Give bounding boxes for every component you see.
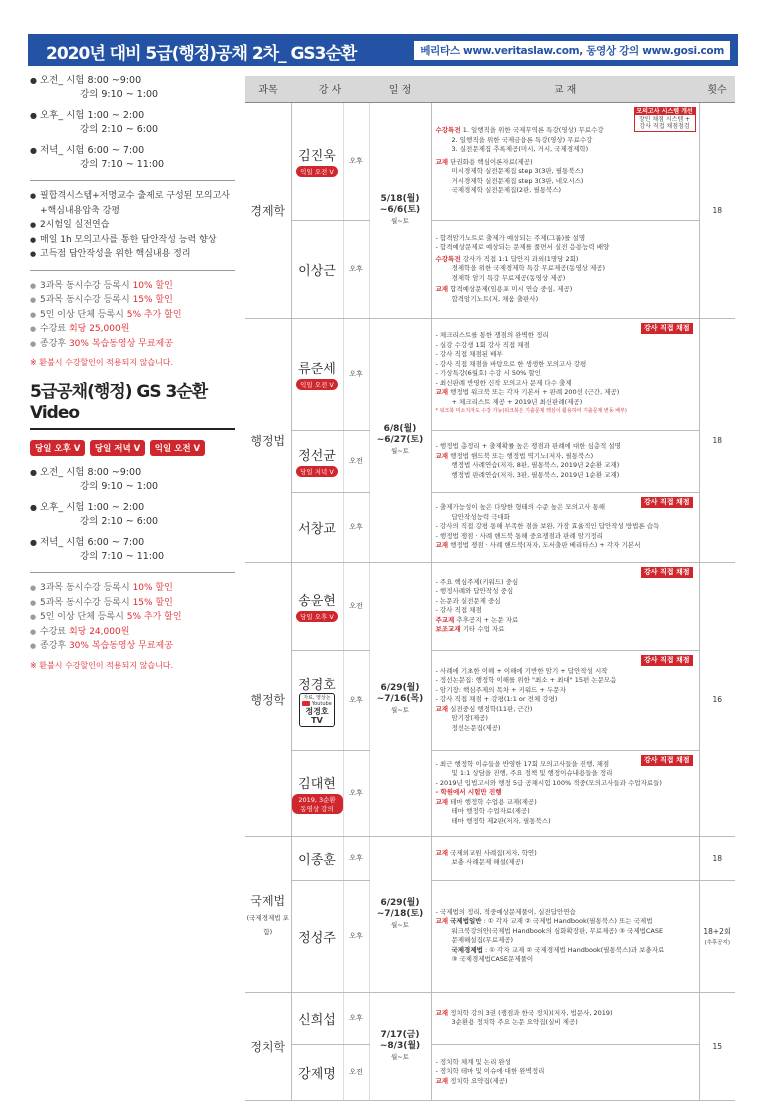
teacher-cell: 이종훈 — [291, 836, 343, 880]
material-cell: 강사 직접 채점 - 체크리스트를 통한 쟁점의 완벽한 정리 - 실강 수강생 1회 강사 직접 채점 - 강사 직접 채점된 배부 - 강사 직접 채점을 바탕으로 한 생생한 모의고사 강평 - 기상특강(6월호) 수강 시 50% 할인 - 최신판례 반영한 신작 모의고사 문제 다수 출제 교재 행정법 워크북 또는 각자 기본서 + 판례 200선 (근간, 제공) + 체크리스트 제공 + 2019년 최신판례(제공) * 워크북 미소지자도 수강 가능(워크북은 기출문제 핵심이 활용하여 기출문제 변동 배부) — [431, 318, 699, 430]
teacher-cell: 정성주 — [291, 880, 343, 992]
date-cell: 7/17(금) ~8/3(월) 월~토 — [369, 992, 431, 1100]
site-url[interactable]: 베리타스 www.veritaslaw.com, 동영상 강의 www.gosi.com — [414, 41, 730, 60]
teacher-cell: 서창교 — [291, 492, 343, 562]
material-cell: - 합격암기노트로 출제가 예상되는 주제(그룹)를 설명 - 합격예상문제로 예상되는 문제를 풀면서 실전 응용능력 배양 수강특전 강사가 직접 1:1 답안지 과외(1명당 2회) 경제학을 위한 국제경제학 특강 무료제공(동영상 제공) 경제학 암기 특강 무료제공(동영상 제공) 교재 합격예상문제(임용포 미시 연습 중심, 제공) 합격암기노트(저, 채움 출판사) — [431, 220, 699, 318]
badge-next-day-morning: 익일 오전 V — [150, 440, 205, 456]
table-row — [245, 836, 735, 880]
subject-cell: 경제학 — [245, 102, 291, 318]
time-cell: 오후 — [343, 102, 369, 220]
time-cell: 오전 — [343, 430, 369, 492]
discount-item: ● 5인 이상 단체 등록시 5% 추가 할인 — [30, 610, 235, 625]
header-material: 교 재 — [431, 76, 699, 102]
video-title: 5급공채(행정) GS 3순환 Video — [30, 382, 235, 430]
count-cell: 18+2회 (추후공지) — [699, 880, 735, 992]
video-badges — [30, 440, 235, 456]
header-subject: 과목 — [245, 76, 291, 102]
material-cell: 강사 직접 채점 - 주요 핵심주제(키워드) 중심 - 행정사례와 답안작성 중심 - 논문과 실전문제 중심 - 강사 직접 채점 주교재 추후공지 + 논문 자료 보조교재 기타 수업 자료 — [431, 562, 699, 650]
material-cell: - 정치학 체계 및 논리 완성 - 정치학 테마 및 이슈에 대한 완벽정리 교재 정치학 요약집(제공) — [431, 1044, 699, 1100]
schedule-item: ● 오전_ 시험 8:00 ~9:00 강의 9:10 ~ 1:00 — [30, 466, 235, 494]
grading-tag: 강사 직접 채점 — [641, 755, 692, 767]
feature-item: ● 필합격시스템+저명교수 출제로 구성된 모의고사+핵심내용압축 강평 — [30, 189, 235, 218]
feature-item: ● 2시험일 실전연습 — [30, 218, 235, 233]
material-cell: 강사 직접 채점 - 사례에 기초한 이해 + 이해에 기반한 암기 + 답안작성 시작 - 정선논문집: 행정학 이해를 위한 "최소 + 최대" 15편 논문모음 - 암기장: 핵심주제의 목차 + 키워드 + 두문자 - 강사 직접 채점 + 강평(1:1 or 전체 강평) 교재 실전중심 행정학(11판, 근간) 암기장(제공) 정선논문집(제공) — [431, 650, 699, 750]
refund-note: ※ 환불시 수강할인이 적용되지 않습니다. — [30, 358, 174, 367]
system-box: 모의고사 시스템 개선 장인 채점 시스템 + 강사 직접 채점점검 — [634, 107, 696, 132]
header-teacher: 강 사 — [291, 76, 369, 102]
grading-tag: 강사 직접 채점 — [641, 567, 692, 579]
subject-cell: 행정법 — [245, 318, 291, 562]
material-cell: 교재 국제외교원 사례집(저자, 학연) 보충 사례문제 해설(제공) — [431, 836, 699, 880]
schedule-list — [30, 74, 235, 172]
badge-same-day-evening: 당일 저녁 V — [90, 440, 145, 456]
youtube-logo: 자료, 영상논 Youtube 정경호 TV — [299, 693, 335, 727]
header-count: 횟수 — [699, 76, 735, 102]
header-schedule: 일 정 — [369, 76, 431, 102]
discount-item: ● 5인 이상 단체 등록시 5% 추가 할인 — [30, 308, 235, 323]
schedule-item: ● 저녁_ 시험 6:00 ~ 7:00 강의 7:10 ~ 11:00 — [30, 144, 235, 172]
material-cell: 모의고사 시스템 개선 장인 채점 시스템 + 강사 직접 채점점검 수강특전 1. 일행직을 위한 국제무역론 특강(영상) 무료수강 2. 일행직을 위한 국제금융론 특강(영상) 무료수강 3. 실전문제집 추록제공(미시, 거시, 국제경제학) 교재 단권화용 핵심이론자료(제공) 미시경제학 실전문제집 step 3(3판, 필통북스) 거시경제학 실전문제집 step 3(3판, 네오시스) 국제경제학 실전문제집(2판, 필통북스) — [431, 102, 699, 220]
feature-list — [30, 189, 235, 262]
date-cell: 6/8(월) ~6/27(토) 월~토 — [369, 318, 431, 562]
teacher-cell: 신희섭 — [291, 992, 343, 1044]
table-row — [245, 492, 735, 562]
teacher-cell: 류준세 익일 오전 V — [291, 318, 343, 430]
table-row — [245, 1044, 735, 1100]
sidebar — [30, 74, 235, 671]
header-banner — [28, 34, 738, 66]
time-cell: 오후 — [343, 220, 369, 318]
discount-item: ● 3과목 동시수강 등록시 10% 할인 — [30, 279, 235, 294]
time-cell: 오후 — [343, 880, 369, 992]
discount-item: ● 5과목 동시수강 등록시 15% 할인 — [30, 596, 235, 611]
teacher-cell: 강제명 — [291, 1044, 343, 1100]
time-cell: 오전 — [343, 1044, 369, 1100]
grading-tag: 강사 직접 채점 — [641, 655, 692, 667]
table-row — [245, 650, 735, 750]
teacher-cell: 김진욱 익일 오전 V — [291, 102, 343, 220]
count-cell: 16 — [699, 562, 735, 836]
feature-item: ● 매일 1h 모의고사를 통한 답안작성 능력 향상 — [30, 233, 235, 248]
discount-item: ● 종강후 30% 복습동영상 무료제공 — [30, 639, 235, 654]
badge-same-day-afternoon: 당일 오후 V — [30, 440, 85, 456]
count-cell: 18 — [699, 102, 735, 318]
table-row — [245, 880, 735, 992]
table-row — [245, 992, 735, 1044]
teacher-cell: 이상근 — [291, 220, 343, 318]
schedule-item: ● 저녁_ 시험 6:00 ~ 7:00 강의 7:10 ~ 11:00 — [30, 536, 235, 564]
feature-item: ● 고득점 답안작성을 위한 핵심내용 정리 — [30, 247, 235, 262]
time-cell: 오후 — [343, 492, 369, 562]
subject-cell: 행정학 — [245, 562, 291, 836]
table-header-row — [245, 76, 735, 102]
material-cell: 교재 정치학 강의 3권 (쟁점과 한국 정치)(저자, 법문사, 2019) 3순환용 정치학 주요 논문 요약집(실비 제공) — [431, 992, 699, 1044]
time-cell: 오전 — [343, 562, 369, 650]
discount-item: ● 수강료 회당 24,000원 — [30, 625, 235, 640]
table-row — [245, 102, 735, 220]
material-cell: - 국제법의 정리, 적중예상문제풀이, 실전답안연습 교재 국제법일반 : ① 각자 교재 ② 국제법 Handbook(필통북스) 또는 국제법 워크북강의안(국제법 Handbook의 심화확장판, 무료제공) ③ 국제법CASE 문제해설집(무료제공) 국제경제법 : ① 각자 교재 ② 국제경제법 Handbook(필통북스)과 보충자료 ③ 국제경제법CASE문제풀이 — [431, 880, 699, 992]
count-cell: 18 — [699, 318, 735, 562]
schedule-item: ● 오후_ 시험 1:00 ~ 2:00 강의 2:10 ~ 6:00 — [30, 109, 235, 137]
discount-item: ● 종강후 30% 복습동영상 무료제공 — [30, 337, 235, 352]
grading-tag: 강사 직접 채점 — [641, 323, 692, 335]
subject-cell: 국제법 (국제경제법 포함) — [245, 836, 291, 992]
date-cell: 6/29(월) ~7/18(토) 월~토 — [369, 836, 431, 992]
teacher-cell: 송윤현 당일 오후 V — [291, 562, 343, 650]
subject-cell: 정치학 — [245, 992, 291, 1100]
schedule-item: ● 오전_ 시험 8:00 ~9:00 강의 9:10 ~ 1:00 — [30, 74, 235, 102]
count-cell: 15 — [699, 992, 735, 1100]
material-cell: - 행정법 총정리 + 출제확률 높은 쟁점과 판례에 대한 심층적 설명 교재 행정법 핸드북 또는 행정법 역기노(저자, 필통북스) 행정법 사례연습(저자, 8판, 필통북스, 2019년 2순환 교재) 행정법 판례연습(저자, 3판, 필통북스, 2019년 1순환 교재) — [431, 430, 699, 492]
teacher-cell: 정경호 자료, 영상논 Youtube 정경호 TV — [291, 650, 343, 750]
table-row — [245, 430, 735, 492]
discount-item: ● 3과목 동시수강 등록시 10% 할인 — [30, 581, 235, 596]
teacher-cell: 김대현 2019, 3순환 동영상 강의 — [291, 750, 343, 836]
table-row — [245, 750, 735, 836]
time-cell: 오후 — [343, 836, 369, 880]
time-cell: 오후 — [343, 650, 369, 750]
table-row — [245, 318, 735, 430]
video-discount-list — [30, 581, 235, 654]
date-cell: 5/18(월) ~6/6(토) 월~토 — [369, 102, 431, 318]
material-cell: 강사 직접 채점 - 출제가능성이 높은 다양한 형태의 수준 높은 모의고사 통해 답안작성능력 극대화 - 강사의 직접 강평 통해 부족한 점을 보완, 가장 효율적인 답안작성 방법론 습득 - 행정법 쟁점 · 사례 핸드북 통해 중요쟁점과 판례 암기정리 교재 행정법 쟁점 · 사례 핸드북(저자, 도서출판 베리타스) + 각자 기본서 — [431, 492, 699, 562]
discount-item: ● 수강료 회당 25,000원 — [30, 322, 235, 337]
date-cell: 6/29(월) ~7/16(목) 월~토 — [369, 562, 431, 836]
grading-tag: 강사 직접 채점 — [641, 497, 692, 509]
video-schedule-list — [30, 466, 235, 564]
page-title: 2020년 대비 5급(행정)공채 2차_ GS3순환 — [46, 44, 357, 64]
youtube-icon — [302, 701, 310, 706]
discount-list — [30, 279, 235, 352]
count-cell: 18 — [699, 836, 735, 880]
schedule-table — [245, 76, 735, 1101]
table-row — [245, 220, 735, 318]
time-cell: 오후 — [343, 318, 369, 430]
material-cell: 강사 직접 채점 - 최근 행정학 이슈들을 반영한 17회 모의고사들을 진행, 채점 및 1:1 상담을 진행, 주요 정책 및 행정이슈내용들을 정리 - 2019년 입법고시와 행정 5급 공채시험 100% 적중(모의고사들과 수업자료들) - 학원에서 시험만 진행 교재 테마 행정학 수업용 교재(제공) 테마 행정학 수업자료(제공) 테마 행정학 제2판(저자, 필통북스) — [431, 750, 699, 836]
teacher-cell: 정선균 당일 저녁 V — [291, 430, 343, 492]
time-cell: 오후 — [343, 992, 369, 1044]
time-cell: 오후 — [343, 750, 369, 836]
schedule-item: ● 오후_ 시험 1:00 ~ 2:00 강의 2:10 ~ 6:00 — [30, 501, 235, 529]
table-row — [245, 562, 735, 650]
refund-note: ※ 환불시 수강할인이 적용되지 않습니다. — [30, 660, 174, 670]
discount-item: ● 5과목 동시수강 등록시 15% 할인 — [30, 293, 235, 308]
